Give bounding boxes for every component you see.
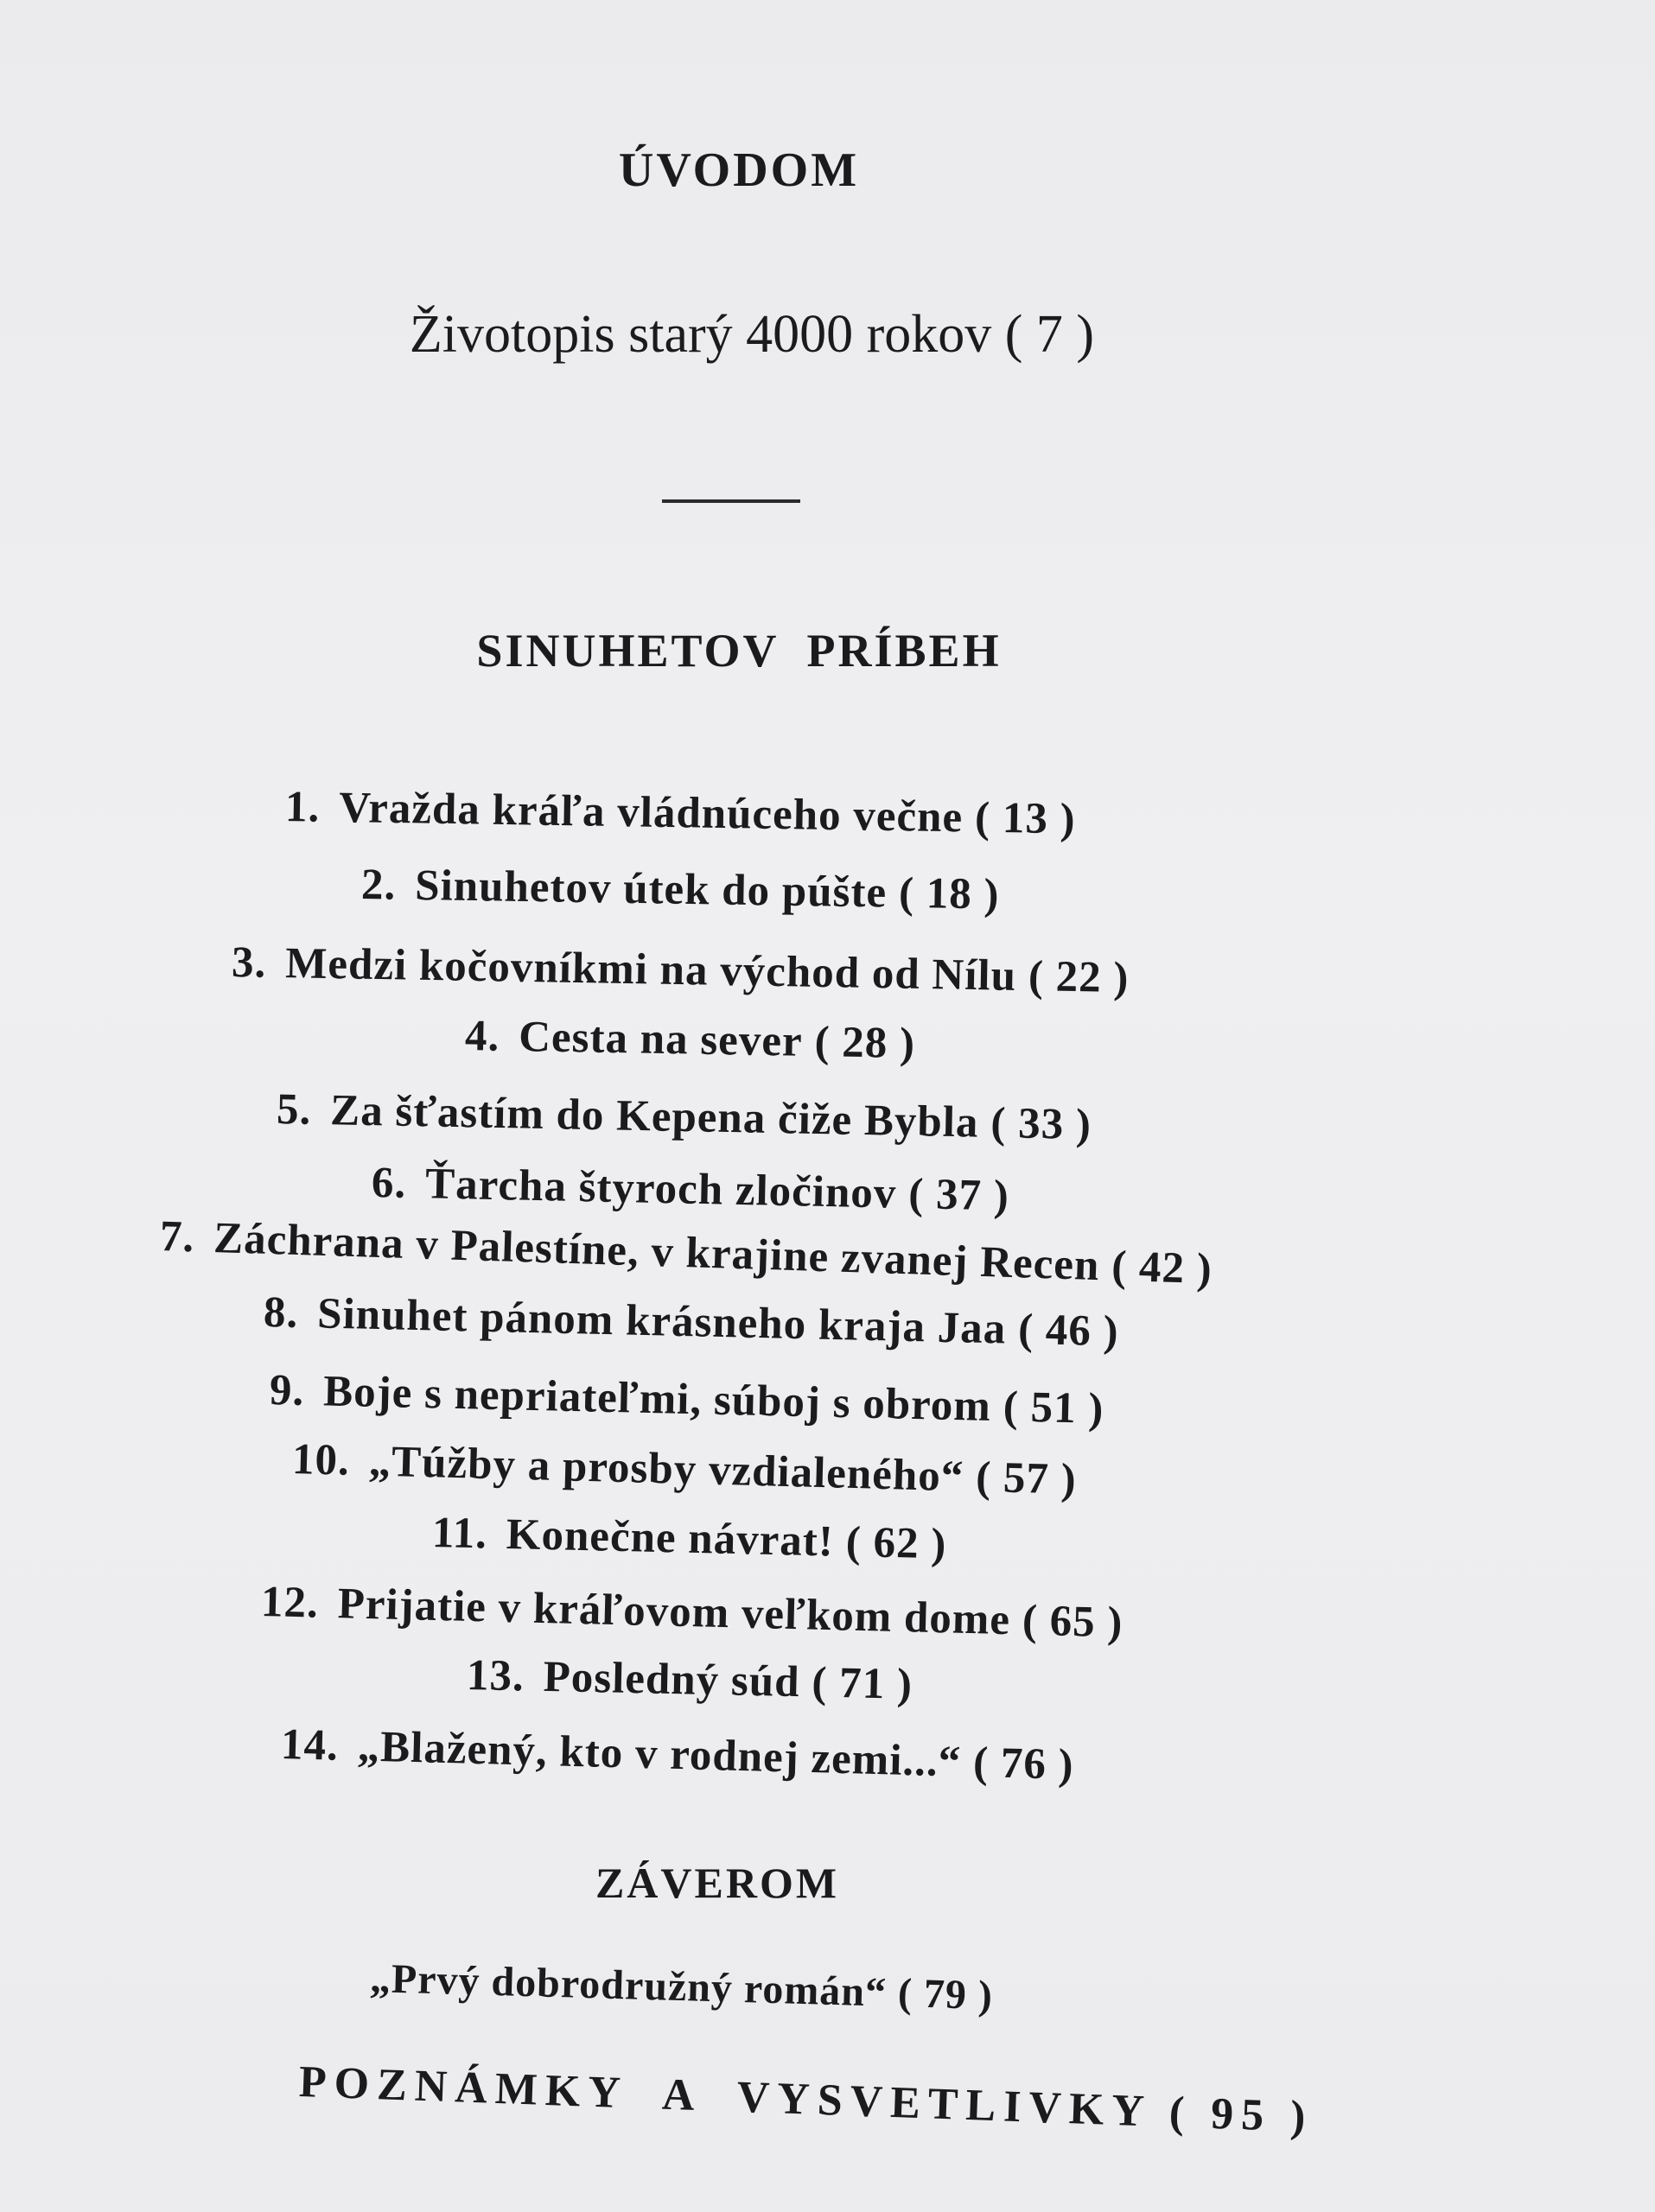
section-divider <box>662 499 800 503</box>
intro-heading: ÚVODOM <box>618 143 860 197</box>
chapter-number: 9. <box>269 1366 305 1415</box>
chapter-page-number: ( 33 ) <box>990 1098 1092 1150</box>
chapter-page-number: ( 22 ) <box>1028 952 1130 1003</box>
chapter-title: Prijatie v kráľovom veľkom dome <box>337 1580 1011 1645</box>
chapter-number: 5. <box>276 1085 312 1135</box>
chapter-number: 6. <box>371 1159 407 1208</box>
chapter-page-number: ( 13 ) <box>974 793 1077 844</box>
chapter-number: 7. <box>159 1212 196 1262</box>
chapter-title: Konečne návrat! <box>506 1510 835 1567</box>
chapter-page-number: ( 28 ) <box>814 1018 916 1069</box>
closing-entry: „Prvý dobrodružný román“ ( 79 ) <box>369 1955 994 2019</box>
chapter-entry <box>464 1011 915 1069</box>
chapter-number: 1. <box>284 783 321 832</box>
intro-entry: Životopis starý 4000 rokov ( 7 ) <box>409 305 1095 364</box>
notes-entry: POZNÁMKY A VYSVETLIVKY ( 95 ) <box>298 2057 1314 2142</box>
chapter-page-number: ( 62 ) <box>845 1517 947 1569</box>
chapter-title: Ťarcha štyroch zločinov <box>424 1160 897 1218</box>
chapter-title: Cesta na sever <box>518 1013 804 1066</box>
chapter-page-number: ( 51 ) <box>1003 1382 1104 1433</box>
chapter-entry <box>276 1084 1092 1150</box>
chapter-number: 14. <box>280 1720 340 1770</box>
chapter-entry <box>291 1434 1077 1505</box>
chapter-title: „Blažený, kto v rodnej zemi...“ <box>356 1722 962 1787</box>
chapter-title: Boje s nepriateľmi, súboj s obrom <box>322 1367 992 1431</box>
chapter-page-number: ( 18 ) <box>898 868 1000 919</box>
chapter-page-number: ( 76 ) <box>972 1738 1075 1790</box>
chapter-number: 4. <box>464 1012 500 1061</box>
chapter-entry <box>285 782 1077 844</box>
chapter-number: 8. <box>263 1288 299 1338</box>
chapter-number: 12. <box>260 1578 320 1628</box>
story-heading: SINUHETOV PRÍBEH <box>476 625 1002 677</box>
chapter-title: Vražda kráľa vládnúceho večne <box>338 783 964 842</box>
chapter-page-number: ( 71 ) <box>811 1658 913 1709</box>
chapter-number: 2. <box>360 861 397 910</box>
chapter-title: Posledný súd <box>543 1652 801 1707</box>
chapter-entry <box>260 1577 1123 1648</box>
chapter-number: 13. <box>466 1651 525 1701</box>
chapter-entry <box>231 938 1129 1003</box>
chapter-number: 10. <box>291 1435 351 1485</box>
chapter-title: Sinuhet pánom krásneho kraja Jaa <box>316 1289 1007 1354</box>
chapter-page-number: ( 46 ) <box>1017 1305 1120 1357</box>
chapter-entry <box>159 1211 1213 1294</box>
closing-heading: ZÁVEROM <box>595 1859 840 1907</box>
chapter-page-number: ( 37 ) <box>907 1170 1010 1221</box>
chapter-number: 3. <box>231 938 267 988</box>
chapter-entry <box>263 1287 1119 1357</box>
chapter-title: Záchrana v Palestíne, v krajine zvanej Recen <box>213 1213 1101 1291</box>
chapter-entry <box>466 1650 913 1710</box>
chapter-page-number: ( 57 ) <box>975 1452 1078 1504</box>
chapter-entry <box>431 1508 947 1569</box>
chapter-entry <box>280 1719 1074 1790</box>
chapter-title: Za šťastím do Kepena čiže Bybla <box>329 1086 979 1147</box>
chapter-title: Medzi kočovníkmi na východ od Nílu <box>284 939 1017 1001</box>
chapter-entry <box>361 860 1000 920</box>
chapter-number: 11. <box>431 1509 488 1559</box>
chapter-title: Sinuhetov útek do púšte <box>414 861 888 918</box>
chapter-entry <box>371 1158 1009 1221</box>
chapter-entry <box>269 1365 1104 1434</box>
chapter-page-number: ( 42 ) <box>1111 1242 1213 1294</box>
chapter-title: „Túžby a prosby vzdialeného“ <box>367 1437 964 1502</box>
chapter-page-number: ( 65 ) <box>1022 1596 1124 1648</box>
